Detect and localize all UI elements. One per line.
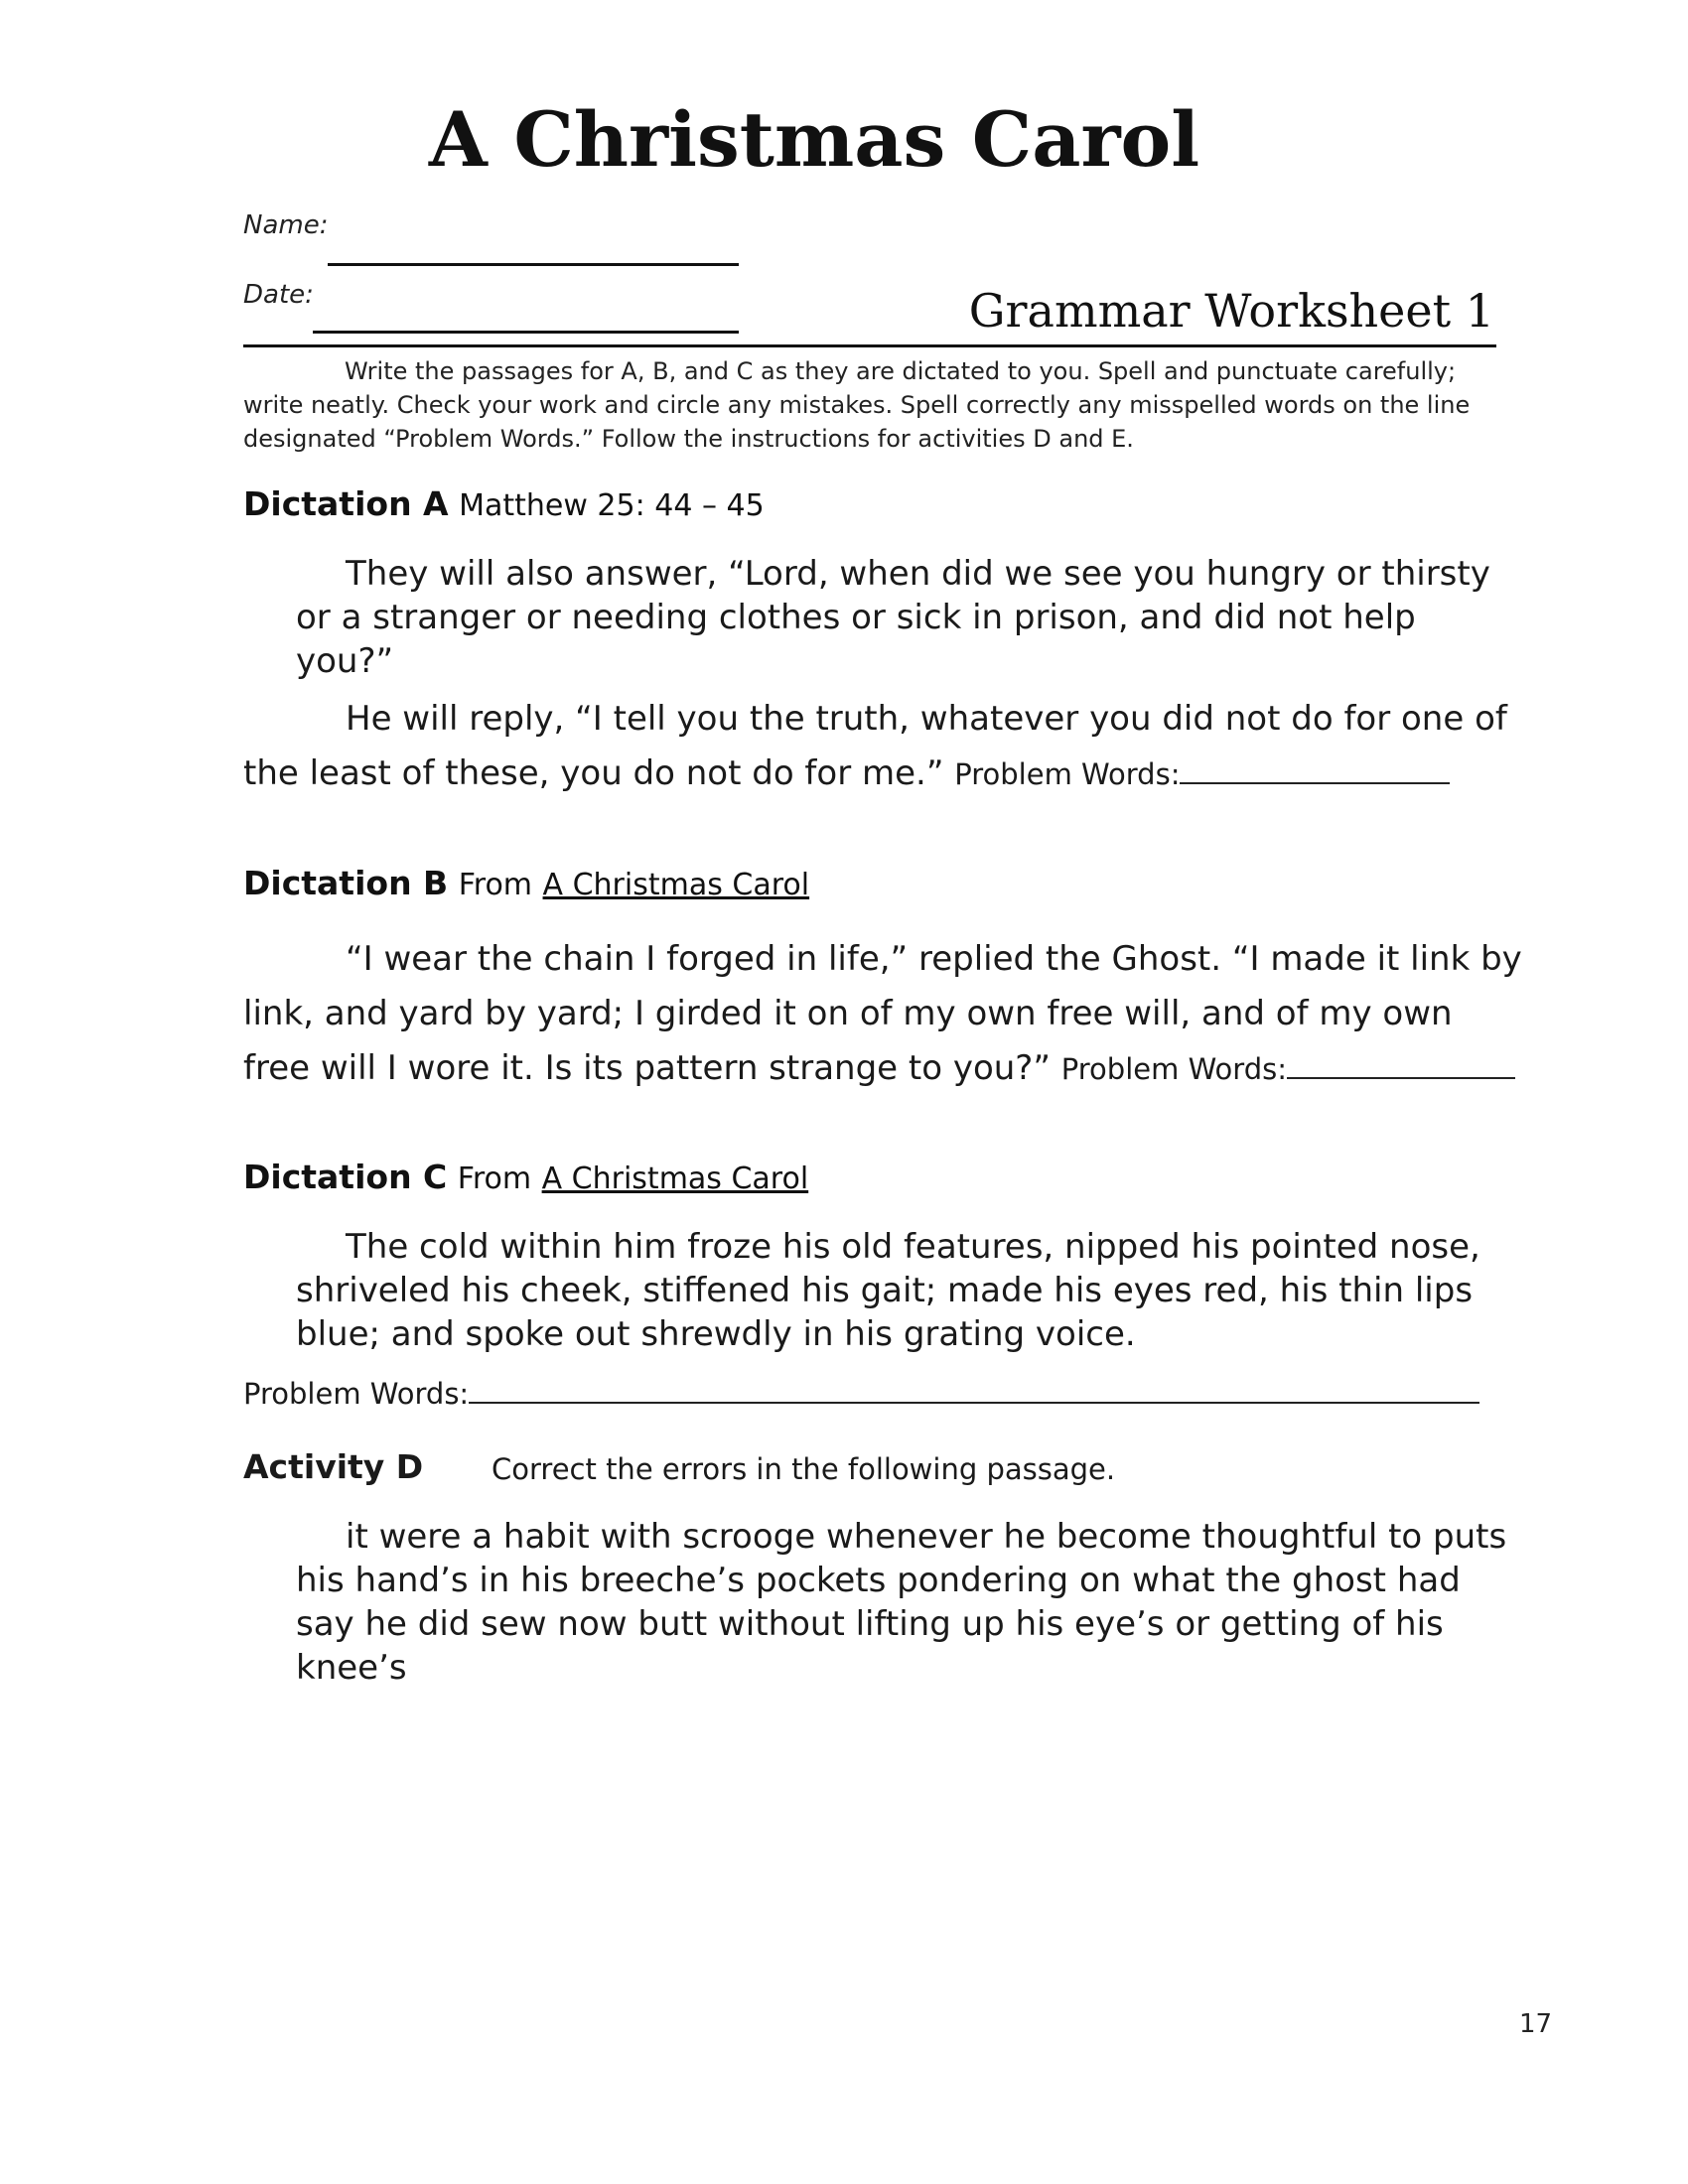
dictation-b-paragraph-text: “I wear the chain I forged in life,” replied the Ghost. “I made it link by link, and yard by yard; I girded it on of my own free will, and of my own free will I wore it. Is its pattern strange to you?” [243,939,1522,1088]
dictation-c-problem-words [243,1374,1479,1414]
dictation-a-paragraph-1: They will also answer, “Lord, when did we see you hungry or thirsty or a stranger or needing clothes or sick in prison, and did not help you?” [296,554,1490,681]
dictation-b-heading [243,864,809,905]
dictation-c-problem-words-line[interactable] [469,1376,1479,1404]
dictation-a-label: Dictation A [243,484,449,523]
activity-d-label: Activity D [243,1447,424,1486]
activity-d-instruction: Correct the errors in the following passage. [492,1452,1116,1486]
header-rule [243,344,1496,347]
dictation-a-source: Matthew 25: 44 – 45 [459,488,765,523]
instructions: Write the passages for A, B, and C as they are dictated to you. Spell and punctuate carefully; write neatly. Check your work and circle any mistakes. Spell correctly any misspelled words on the line designated “Problem Words.” Follow the instructions for activities D and E. [243,357,1471,453]
worksheet-subtitle: Grammar Worksheet 1 [968,284,1494,338]
activity-d-paragraph: it were a habit with scrooge whenever he become thoughtful to puts his hand’s in his breeche’s pockets pondering on what the ghost had say he did sew now butt without lifting up his eye’s or getting of his knee’s [296,1517,1507,1688]
dictation-b-source-title: A Christmas Carol [542,868,810,902]
dictation-a-heading [243,484,765,526]
dictation-b-problem-words-label: Problem Words: [1060,1052,1287,1086]
dictation-b-source-prefix: From [458,868,533,902]
date-label: Date: [243,280,314,310]
dictation-c-paragraph: The cold within him froze his old features, nipped his pointed nose, shriveled his cheek, stiffened his gait; made his eyes red, his thin lips blue; and spoke out shrewdly in his grating voice. [296,1227,1480,1354]
dictation-a-problem-words-line[interactable] [1180,756,1450,784]
page-number: 17 [1519,2009,1553,2039]
dictation-c-heading [243,1158,808,1199]
dictation-b-problem-words-line[interactable] [1287,1051,1515,1079]
dictation-c-label: Dictation C [243,1158,448,1196]
name-label: Name: [243,210,329,240]
dictation-b-paragraph [243,932,1524,1097]
dictation-b-label: Dictation B [243,864,449,902]
dictation-a-problem-words-label: Problem Words: [954,757,1181,791]
dictation-a-paragraph-2 [243,692,1524,802]
activity-d-heading [243,1447,1116,1487]
name-line[interactable] [328,263,739,266]
worksheet-title: A Christmas Carol [428,95,1200,184]
dictation-c-source-title: A Christmas Carol [541,1161,809,1196]
dictation-a-paragraph-2-text: He will reply, “I tell you the truth, whatever you did not do for one of the least of these, you do not do for me.” [243,699,1507,793]
date-line[interactable] [313,331,739,334]
dictation-c-source-prefix: From [457,1161,532,1196]
dictation-c-problem-words-label: Problem Words: [243,1377,470,1411]
